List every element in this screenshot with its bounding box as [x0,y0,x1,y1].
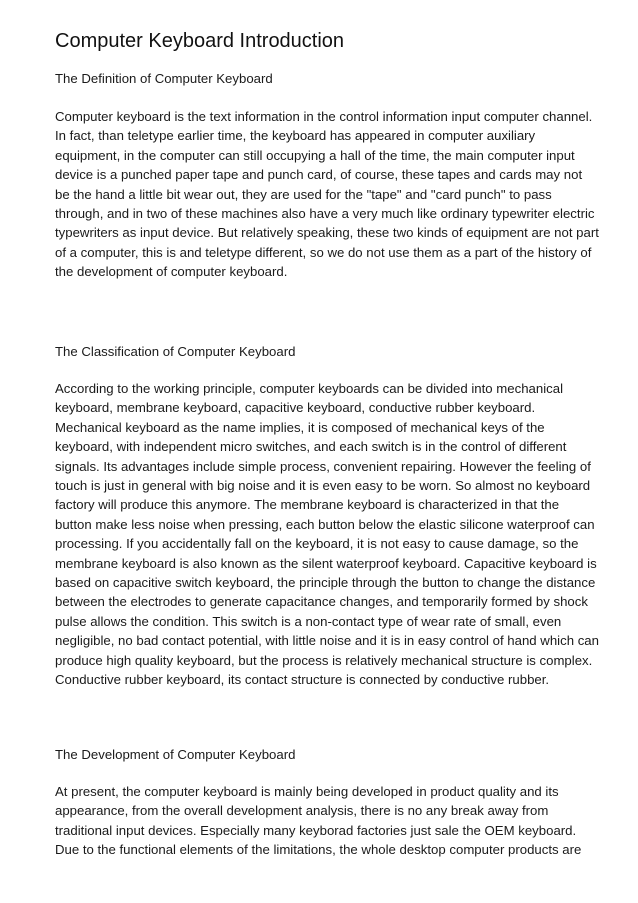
text-line: based on capacitive switch keyboard, the principle through the button to change the distance [55,575,596,591]
text-line: negligible, no bad contact potential, with little noise and it is in easy control of hand which can [55,633,599,649]
text-line: device is a punched paper tape and punch card, of course, these tapes and cards may not [55,167,583,183]
text-line: keyboard, membrane keyboard, capacitive keyboard, conductive rubber keyboard. [55,400,536,416]
text-line: button make less noise when pressing, each button below the elastic silicone waterproof can [55,516,595,532]
text-line: the development of computer keyboard. [55,264,288,280]
text-line: processing. If you accidentally fall on the keyboard, it is not easy to cause damage, so the [55,536,579,552]
paragraph-classification [55,379,599,690]
text-line: keyboard, with independent micro switches, and each switch is in the control of different [55,439,567,455]
text-line: Due to the functional elements of the limitations, the whole desktop computer products are [55,842,582,858]
page-title: Computer Keyboard Introduction [55,30,345,52]
text-line: Mechanical keyboard as the name implies, it is composed of mechanical keys of the [55,419,545,435]
paragraph-development [55,782,595,860]
text-line: produce high quality keyboard, but the process is relatively mechanical structure is complex. [55,652,593,668]
text-line: touch is just in general with big noise and it is even easy to be worn. So almost no keyboard [55,478,591,494]
text-line: through, and in two of these machines also have a very much like ordinary typewriter electric [55,206,595,222]
text-line: In fact, than teletype earlier time, the keyboard has appeared in computer auxiliary [55,128,536,144]
text-line: pulse allows the condition. This switch is a non-contact type of wear rate of small, even [55,613,562,629]
paragraph-definition [55,107,599,282]
text-line: signals. Its advantages include simple process, convenient repairing. However the feeling of [55,458,591,474]
section-heading-development: The Development of Computer Keyboard [55,747,296,762]
text-line: According to the working principle, computer keyboards can be divided into mechanical [55,381,563,396]
text-line: between the electrodes to generate capacitance changes, and temporarily formed by shock [55,594,588,610]
text-line: be the hand a little bit wear out, they are used for the "tape" and "card punch" to pass [55,186,552,202]
text-line: of a computer, this is and teletype different, so we do not use them as a part of the history of [55,244,592,260]
text-line: equipment, in the computer can still occupying a hall of the time, the main computer input [55,147,575,163]
text-line: typewriters as input device. But relatively speaking, these two kinds of equipment are not part [55,225,599,241]
text-line: appearance, from the overall development analysis, there is no any break away from [55,803,549,819]
section-heading-classification: The Classification of Computer Keyboard [55,344,296,359]
text-line: Conductive rubber keyboard, its contact structure is connected by conductive rubber. [55,672,550,688]
text-line: At present, the computer keyboard is mainly being developed in product quality and its [55,784,559,799]
text-line: Computer keyboard is the text information in the control information input computer channel. [55,109,593,124]
text-line: traditional input devices. Especially many keyborad factories just sale the OEM keyboard. [55,822,577,838]
text-line: membrane keyboard is also known as the silent waterproof keyboard. Capacitive keyboard is [55,555,597,571]
section-heading-definition: The Definition of Computer Keyboard [55,71,273,86]
text-line: factory will produce this anymore. The membrane keyboard is characterized in that the [55,497,560,513]
